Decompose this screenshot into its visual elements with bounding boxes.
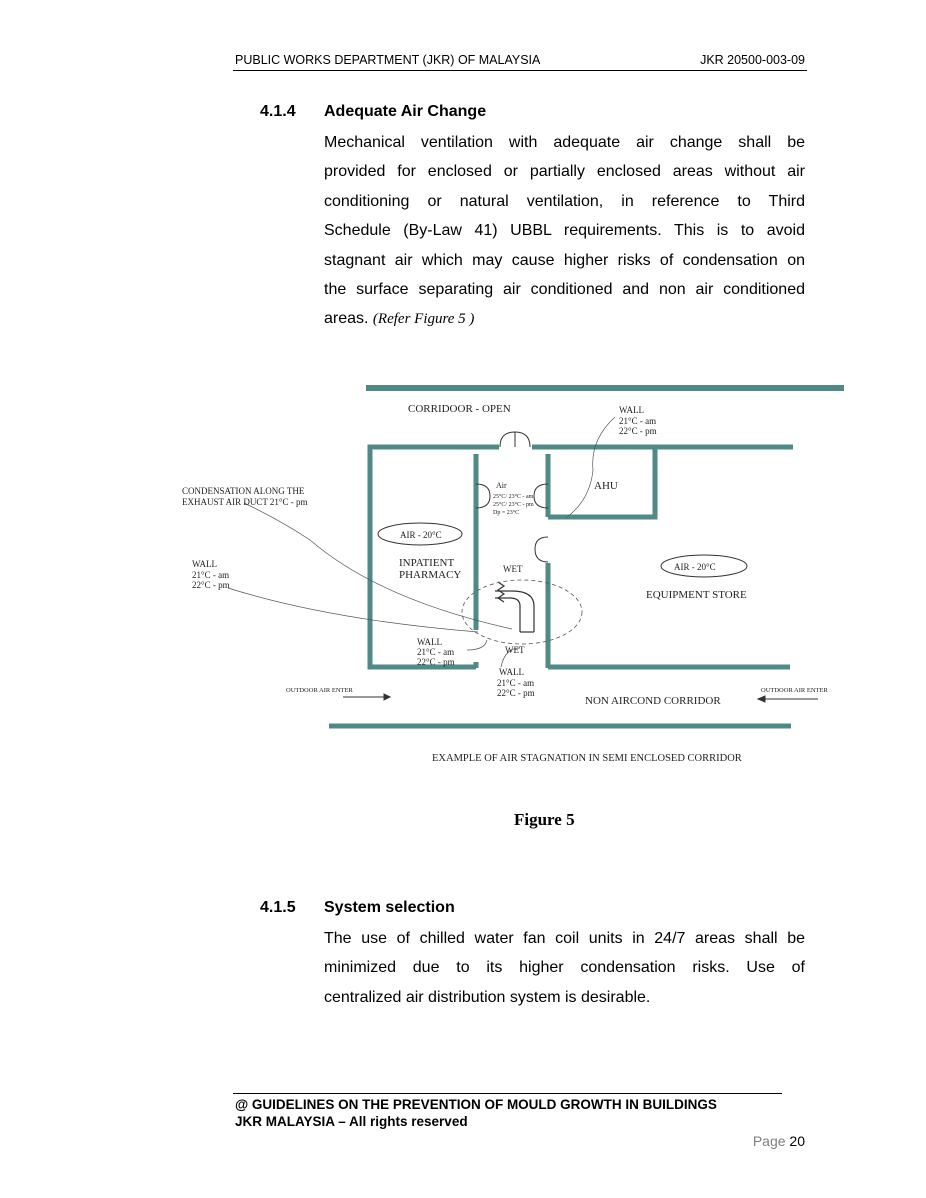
header-organization: PUBLIC WORKS DEPARTMENT (JKR) OF MALAYSIA	[235, 53, 541, 67]
diagram-caption: EXAMPLE OF AIR STAGNATION IN SEMI ENCLOSED CORRIDOR	[432, 753, 742, 764]
paragraph-line: minimized due to its higher condensation risks. Use of	[324, 959, 805, 977]
section-title-415: System selection	[324, 899, 455, 916]
door-top-right	[515, 432, 530, 447]
air-right-label: AIR - 20°C	[674, 562, 716, 572]
paragraph-line: stagnant air which may cause higher risks of condensation on	[324, 251, 805, 269]
ahu-label: AHU	[594, 480, 618, 492]
equipment-store-label: EQUIPMENT STORE	[646, 589, 747, 601]
wall-top-am: 21°C - am	[619, 416, 657, 426]
footer-line-1: @ GUIDELINES ON THE PREVENTION OF MOULD GROWTH IN BUILDINGS	[235, 1097, 717, 1112]
wall-top-label: WALL	[619, 405, 644, 415]
paragraph-line: Schedule (By-Law 41) UBBL requirements. This is to avoid	[324, 222, 805, 240]
air-small-dp: Dp = 23°C	[493, 510, 520, 516]
wall-bottom-pm: 22°C - pm	[497, 688, 535, 698]
outdoor-left-label: OUTDOOR AIR ENTER	[286, 687, 353, 694]
outdoor-right-label: OUTDOOR AIR ENTER	[761, 687, 828, 694]
paragraph-line: centralized air distribution system is desirable.	[324, 988, 651, 1006]
paragraph-415	[324, 924, 805, 1012]
air-small-am: 25°C/ 23°C - am	[493, 494, 534, 500]
inpatient-label: INPATIENT	[399, 557, 455, 569]
door-top-left	[500, 432, 515, 447]
air-left-label: AIR - 20°C	[400, 530, 442, 540]
condensation-label-2: EXHAUST AIR DUCT 21°C - pm	[182, 497, 308, 507]
wet-bottom-label: WET	[505, 645, 525, 655]
section-number-415: 4.1.5	[260, 899, 296, 916]
paragraph-414	[324, 128, 805, 335]
wall-bottom-label: WALL	[499, 667, 524, 677]
outdoor-arrows	[343, 694, 818, 702]
section-title-414: Adequate Air Change	[324, 103, 487, 120]
wall-left-pm: 22°C - pm	[192, 580, 230, 590]
air-small-pm: 25°C/ 23°C - pm	[493, 502, 534, 508]
stagnation-zone	[462, 580, 582, 644]
section-number-414: 4.1.4	[260, 103, 296, 120]
page-header	[233, 52, 807, 71]
exhaust-duct	[495, 582, 534, 632]
leader-wall-mid	[467, 640, 487, 650]
non-aircond-label: NON AIRCOND CORRIDOR	[585, 695, 721, 707]
footer-line-2: JKR MALAYSIA – All rights reserved	[235, 1114, 468, 1129]
page-number	[753, 1133, 805, 1149]
paragraph-line: provided for enclosed or partially enclosed areas without air	[324, 163, 805, 181]
wall-mid-pm: 22°C - pm	[417, 657, 455, 667]
leader-lines	[228, 417, 615, 667]
wall-left-label: WALL	[192, 559, 217, 569]
paragraph-line: conditioning or natural ventilation, in reference to Third	[324, 192, 805, 210]
pharmacy-label: PHARMACY	[399, 569, 462, 581]
corridor-open-label: CORRIDOOR - OPEN	[408, 403, 511, 415]
paragraph-last-text: areas.	[324, 310, 369, 328]
floor-plan-diagram	[0, 370, 926, 770]
wall-mid-label: WALL	[417, 637, 442, 647]
footer-rule	[233, 1093, 782, 1094]
header-document-code: JKR 20500-003-09	[700, 53, 805, 67]
page-label: Page	[752, 1133, 786, 1149]
air-small-label: Air	[496, 481, 507, 490]
paragraph-line	[324, 304, 805, 334]
figure-reference: (Refer Figure 5 )	[372, 311, 475, 328]
figure-label: Figure 5	[514, 810, 575, 829]
wall-bottom-am: 21°C - am	[497, 678, 535, 688]
door-ahu	[535, 537, 548, 562]
leader-wall-top	[566, 417, 615, 518]
wet-top-label: WET	[503, 564, 523, 574]
wall-mid-am: 21°C - am	[417, 647, 455, 657]
paragraph-line: The use of chilled water fan coil units in 24/7 areas shall be	[324, 930, 805, 947]
leader-condensation	[244, 503, 512, 629]
walls	[329, 385, 844, 726]
wall-top-pm: 22°C - pm	[619, 426, 657, 436]
paragraph-line: the surface separating air conditioned and non air conditioned	[324, 281, 805, 299]
condensation-label-1: CONDENSATION ALONG THE	[182, 486, 305, 496]
page-number-value: 20	[789, 1133, 805, 1149]
leader-wall-left	[228, 588, 478, 632]
wall-left-am: 21°C - am	[192, 570, 230, 580]
top-slab	[366, 385, 844, 391]
paragraph-line: Mechanical ventilation with adequate air change shall be	[324, 134, 805, 151]
